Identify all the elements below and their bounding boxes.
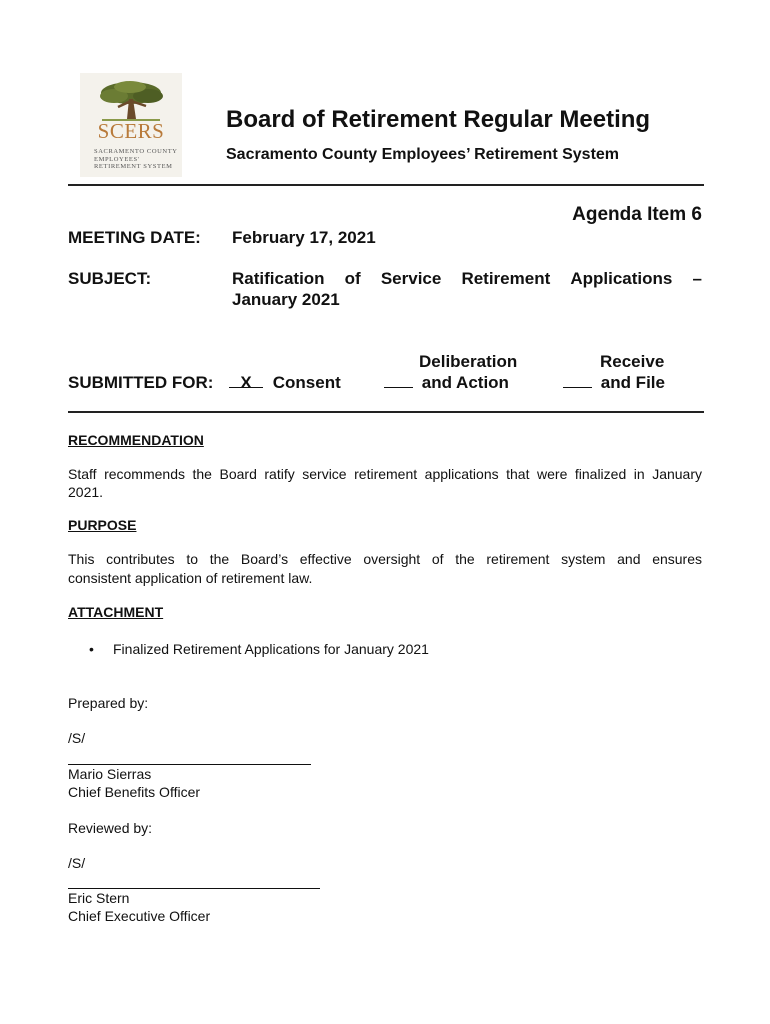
meeting-date-value: February 17, 2021 [232,228,376,247]
purpose-line-2: consistent application of retirement law. [68,570,313,586]
prepared-title: Chief Benefits Officer [68,784,201,800]
submitted-for-label: SUBMITTED FOR: [68,373,214,392]
consent-option [229,373,341,393]
subject-line-1: Ratification of Service Retirement Applications – [232,269,702,288]
reviewed-signature: /S/ [68,855,86,871]
purpose-heading: PURPOSE [68,517,137,533]
attachment-heading: ATTACHMENT [68,604,164,620]
prepared-signature: /S/ [68,730,86,746]
purpose-line-1: This contributes to the Board’s effective oversight of the retirement system and ensures [68,551,702,567]
subject-line-2: January 2021 [232,290,340,309]
receive-label-line1: Receive [600,352,665,371]
recommendation-line-2: 2021. [68,484,104,500]
prepared-by-label: Prepared by: [68,695,149,711]
bullet-icon: • [89,641,94,657]
receive-blank [563,373,592,388]
reviewed-title: Chief Executive Officer [68,908,211,924]
header-divider [68,184,704,186]
recommendation-heading: RECOMMENDATION [68,432,204,448]
receive-option [563,373,665,393]
recommendation-line-1: Staff recommends the Board ratify service retirement applications that were finalized in January [68,466,702,482]
scers-logo [80,73,182,177]
submitted-divider [68,411,704,413]
prepared-name: Mario Sierras [68,766,152,782]
meeting-date-label: MEETING DATE: [68,228,201,247]
deliberation-option [384,373,509,393]
oak-tree-icon [92,79,170,123]
deliberation-label-line2: and Action [421,373,509,392]
attachment-item: Finalized Retirement Applications for January 2021 [113,641,429,657]
page-subtitle: Sacramento County Employees’ Retirement System [226,146,620,163]
receive-label-line2: and File [600,373,665,392]
logo-subtext: SACRAMENTO COUNTY EMPLOYEES' RETIREMENT SYSTEM [94,148,178,170]
consent-label: Consent [272,373,341,392]
consent-checkmark: X [229,373,263,388]
reviewed-name: Eric Stern [68,890,130,906]
deliberation-label-line1: Deliberation [419,352,518,371]
deliberation-blank [384,373,413,388]
subject-label: SUBJECT: [68,269,152,288]
page-title: Board of Retirement Regular Meeting [226,106,651,133]
reviewed-by-label: Reviewed by: [68,820,153,836]
logo-wordmark: SCERS [97,119,165,143]
agenda-item: Agenda Item 6 [572,204,702,225]
